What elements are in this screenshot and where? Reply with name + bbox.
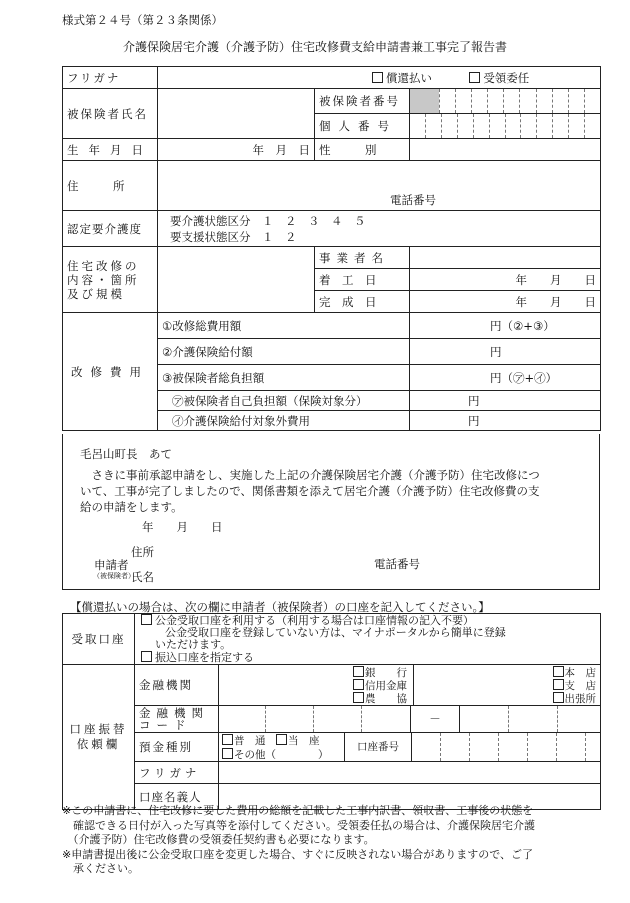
applicant-address-label: 住所: [131, 545, 154, 559]
public-account-option: 公金受取口座を利用する（利用する場合は口座情報の記入不要）: [155, 614, 474, 627]
sub-branch-checkbox[interactable]: [553, 692, 564, 703]
transfer-account-checkbox[interactable]: [141, 651, 152, 662]
cost-a-label: ㋐被保険者自己負担額（保険対象分）: [158, 391, 410, 411]
declaration-text: [80, 467, 540, 515]
entrust-checkbox[interactable]: [469, 72, 480, 83]
cost-b-value[interactable]: 円: [410, 411, 601, 431]
applicant-name-label: 氏名: [131, 570, 154, 584]
note-line-3: （介護予防）住宅改修費の受領委任契約書も必要になります。: [62, 833, 375, 846]
other-checkbox[interactable]: [222, 748, 233, 759]
institution-field[interactable]: [219, 665, 601, 706]
insured-small-label: （被保険者）: [93, 572, 135, 580]
address-field[interactable]: [158, 161, 601, 211]
deposit-other: その他（ ）: [234, 749, 329, 761]
sex-field[interactable]: [410, 139, 601, 161]
form-title: 介護保険居宅介護（介護予防）住宅改修費支給申請書兼工事完了報告書: [122, 40, 507, 54]
start-date-field[interactable]: 年 月 日: [410, 269, 601, 291]
note-line-2: 確認できる日付が入った写真等を添付してください。受領委任払の場合は、介護保険居宅介護: [62, 818, 535, 832]
cost-a-value[interactable]: 円: [410, 391, 601, 411]
branch-type-sub: 出張所: [564, 692, 596, 705]
deposit-type-field[interactable]: [219, 733, 601, 762]
renovation-field[interactable]: [158, 247, 315, 313]
cost3-label: ③被保険者総負担額: [158, 365, 410, 391]
personal-no-label: 個人番号: [315, 114, 410, 139]
nokyo-checkbox[interactable]: [353, 692, 364, 703]
transfer-account-option: 振込口座を指定する: [155, 651, 254, 664]
care-level-label: 認定要介護度: [63, 211, 158, 247]
repay-label: 償還払い: [386, 70, 432, 85]
account-holder-label: 口座名義人: [135, 784, 219, 810]
declaration-line-3: 給の申請をします。: [80, 500, 183, 514]
applicant-phone-label: 電話番号: [374, 557, 420, 571]
furigana-label: フリガナ: [63, 67, 158, 89]
entrust-label: 受領委任: [483, 70, 530, 85]
contractor-label: 事業者名: [315, 247, 410, 269]
public-account-note-2: いただけます。: [155, 638, 232, 651]
current-checkbox[interactable]: [276, 734, 287, 745]
branch-checkbox[interactable]: [553, 679, 564, 690]
note-line-1: ※この申請書に、住宅改修に要した費用の総額を記載した工事内訳書、領収書、工事後の状態を: [62, 804, 534, 817]
cost3-value[interactable]: 円（㋐+㋑）: [410, 365, 601, 391]
deposit-current: 当 座: [288, 735, 320, 747]
insured-name-label: 被保険者氏名: [63, 89, 158, 139]
insured-no-field[interactable]: [410, 89, 601, 114]
cost1-label: ①改修総費用額: [158, 313, 410, 339]
address-label: 住 所: [63, 161, 158, 211]
personal-no-field[interactable]: [410, 114, 601, 139]
account-no-label: 口座番号: [345, 733, 412, 761]
note-line-4: ※申請書提出後に公金受取口座を変更した場合、すぐに反映されない場合がありますので、ご了: [62, 847, 533, 861]
form-number: 様式第２４号（第２３条関係）: [62, 13, 223, 27]
done-date-field[interactable]: 年 月 日: [410, 291, 601, 313]
bank-heading: 【償還払いの場合は、次の欄に申請者（被保険者）の口座を記入してください。】: [70, 600, 490, 614]
applicant-label: 申請者: [94, 558, 129, 572]
account-kana-field[interactable]: [219, 762, 601, 784]
main-branch-checkbox[interactable]: [553, 666, 564, 677]
cost-b-label: [158, 411, 410, 431]
bank-type-nokyo: 農 協: [365, 692, 407, 705]
code-separator: －: [410, 706, 459, 732]
insured-no-label: 被保険者番号: [315, 89, 410, 114]
main-table: [62, 66, 601, 431]
public-account-note: 公金受取口座を登録していない方は、マイナポータルから簡単に登録: [165, 626, 506, 639]
account-kana-label: フリガナ: [135, 762, 219, 784]
sex-label: 性 別: [315, 139, 410, 161]
declaration-date[interactable]: 年 月 日: [142, 520, 223, 534]
repay-checkbox[interactable]: [372, 72, 383, 83]
bank-type-shinkin: 信用金庫: [365, 679, 407, 692]
branch-type-main: 本 店: [564, 666, 596, 679]
public-account-checkbox[interactable]: [141, 614, 152, 625]
start-label: 着 工 日: [315, 269, 410, 291]
bank-checkbox[interactable]: [353, 666, 364, 677]
deposit-type-label: 預金種別: [135, 733, 219, 762]
declaration-line-2: いて、工事が完了しましたので、関係書類を添えて居宅介護（介護予防）住宅改修費の支: [80, 484, 540, 498]
notes: [62, 804, 535, 877]
support-need-options[interactable]: 要支援状態区分 １ ２: [170, 229, 297, 244]
cost-b-text: ㋑介護保険給付対象外費用: [172, 413, 310, 428]
transfer-request-label: 口座振替依頼欄: [63, 665, 135, 810]
cost2-value[interactable]: 円: [410, 339, 601, 365]
branch-type-branch: 支 店: [564, 679, 596, 692]
renovation-label: 住宅改修の内容・箇所及び規模: [63, 247, 158, 313]
deposit-ordinary: 普 通: [234, 735, 266, 747]
done-label: 完 成 日: [315, 291, 410, 313]
note-line-5: 承ください。: [62, 862, 139, 875]
bank-code-label: 金融機関コード: [135, 706, 219, 733]
care-need-options[interactable]: 要介護状態区分 １ ２ ３ ４ ５: [170, 213, 366, 228]
cost2-label: ②介護保険給付額: [158, 339, 410, 365]
institution-label: 金融機関: [135, 665, 219, 706]
cost-label: 改修費用: [63, 313, 158, 431]
phone-label: 電話番号: [390, 193, 436, 207]
insured-name-field[interactable]: [158, 89, 315, 139]
shinkin-checkbox[interactable]: [353, 679, 364, 690]
bank-table: [62, 613, 601, 810]
bank-type-bank: 銀 行: [365, 666, 407, 679]
ordinary-checkbox[interactable]: [222, 734, 233, 745]
birth-label: 生年月日: [63, 139, 158, 161]
cost1-value[interactable]: 円（②+③）: [410, 313, 601, 339]
declaration-line-1: さきに事前承認申請をし、実施した上記の介護保険居宅介護（介護予防）住宅改修につ: [80, 468, 540, 482]
receive-account-label: 受取口座: [63, 614, 135, 665]
mayor-address: 毛呂山町長 あて: [80, 447, 172, 461]
contractor-field[interactable]: [410, 247, 601, 269]
bank-code-field[interactable]: [219, 706, 601, 733]
birth-field[interactable]: 年 月 日: [158, 139, 315, 161]
